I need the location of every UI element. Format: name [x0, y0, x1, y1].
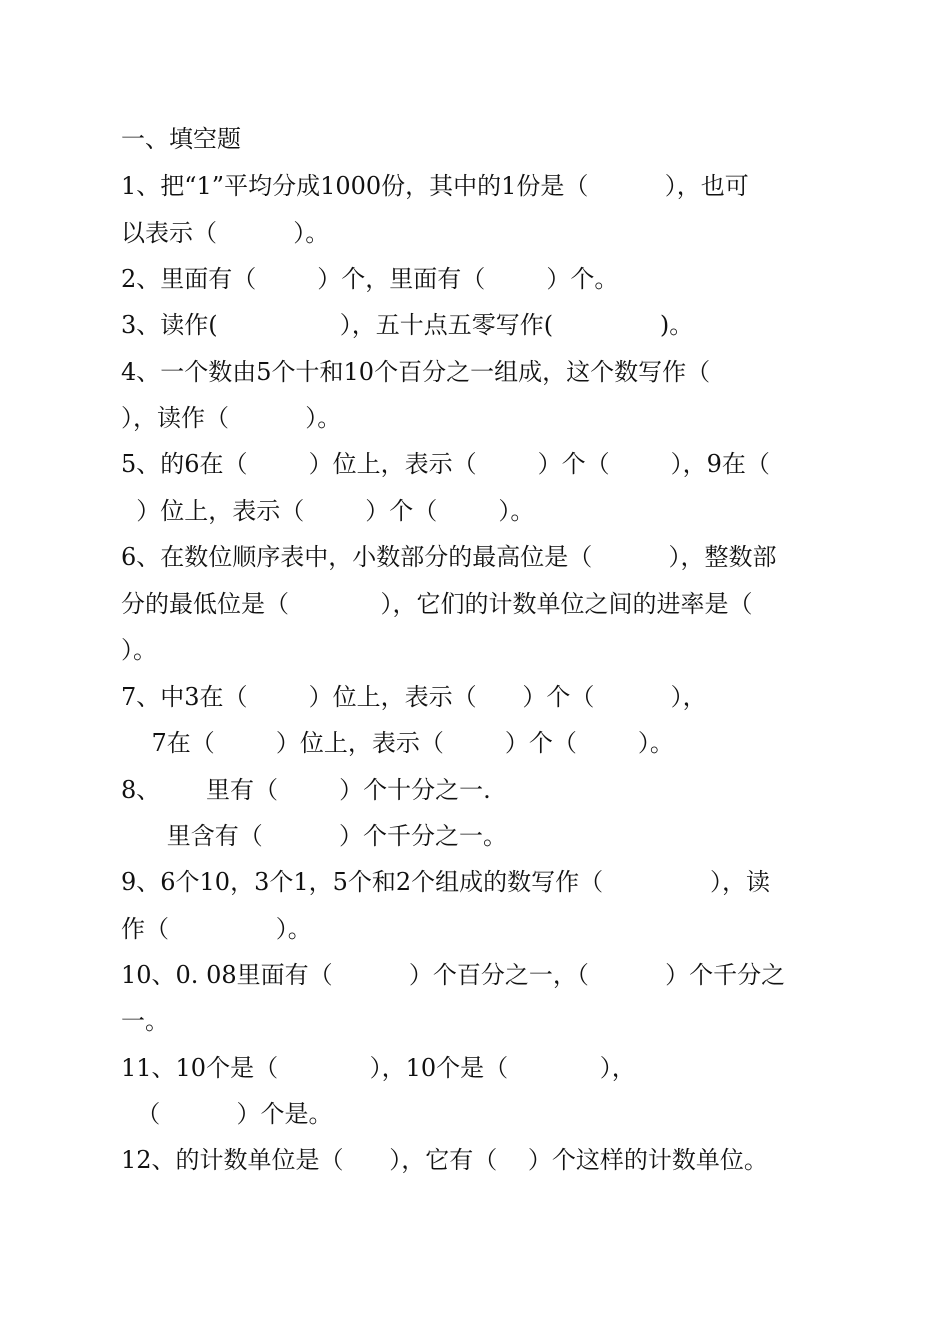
question-line: 3、读作( ），五十点五零写作( )。: [121, 311, 694, 339]
question-line: 7在（ ）位上，表示（ ）个（ ）。: [121, 729, 674, 757]
question-line: 7、中3在（ ）位上，表示（ ）个（ ），: [121, 683, 707, 711]
question-line: 分的最低位是（ ），它们的计数单位之间的进率是（: [121, 590, 753, 618]
question-line: ）。: [121, 636, 157, 664]
question-line: 里含有（ ）个千分之一。: [121, 822, 508, 850]
question-line: ），读作（ ）。: [121, 404, 342, 432]
question-line: 12、的计数单位是（ ），它有（ ）个这样的计数单位。: [121, 1146, 768, 1174]
question-line: 一。: [121, 1007, 169, 1035]
question-line: 4、一个数由5个十和10个百分之一组成，这个数写作（: [121, 358, 711, 386]
question-line: 8、 里有（ ）个十分之一.: [121, 776, 491, 804]
question-line: 1、把“1”平均分成1000份，其中的1份是（ ），也可: [121, 172, 749, 200]
question-line: 5、的6在（ ）位上，表示（ ）个（ ），9在（: [121, 450, 770, 478]
question-line: 作（ ）。: [121, 915, 312, 943]
question-line: 2、里面有（ ）个，里面有（ ）个。: [121, 265, 619, 293]
question-line: （ ）个是。: [121, 1100, 333, 1128]
question-line: ）位上，表示（ ）个（ ）。: [121, 497, 535, 525]
question-line: 以表示（ ）。: [121, 219, 330, 247]
question-line: 11、10个是（ ），10个是（ ），: [121, 1054, 636, 1082]
question-line: 6、在数位顺序表中，小数部分的最高位是（ ），整数部: [121, 543, 777, 571]
section-title: 一、填空题: [121, 125, 241, 153]
question-line: 9、6个10，3个1，5个和2个组成的数写作（ ），读: [121, 868, 770, 896]
question-line: 10、0. 08里面有（ ）个百分之一，（ ）个千分之: [121, 961, 786, 989]
